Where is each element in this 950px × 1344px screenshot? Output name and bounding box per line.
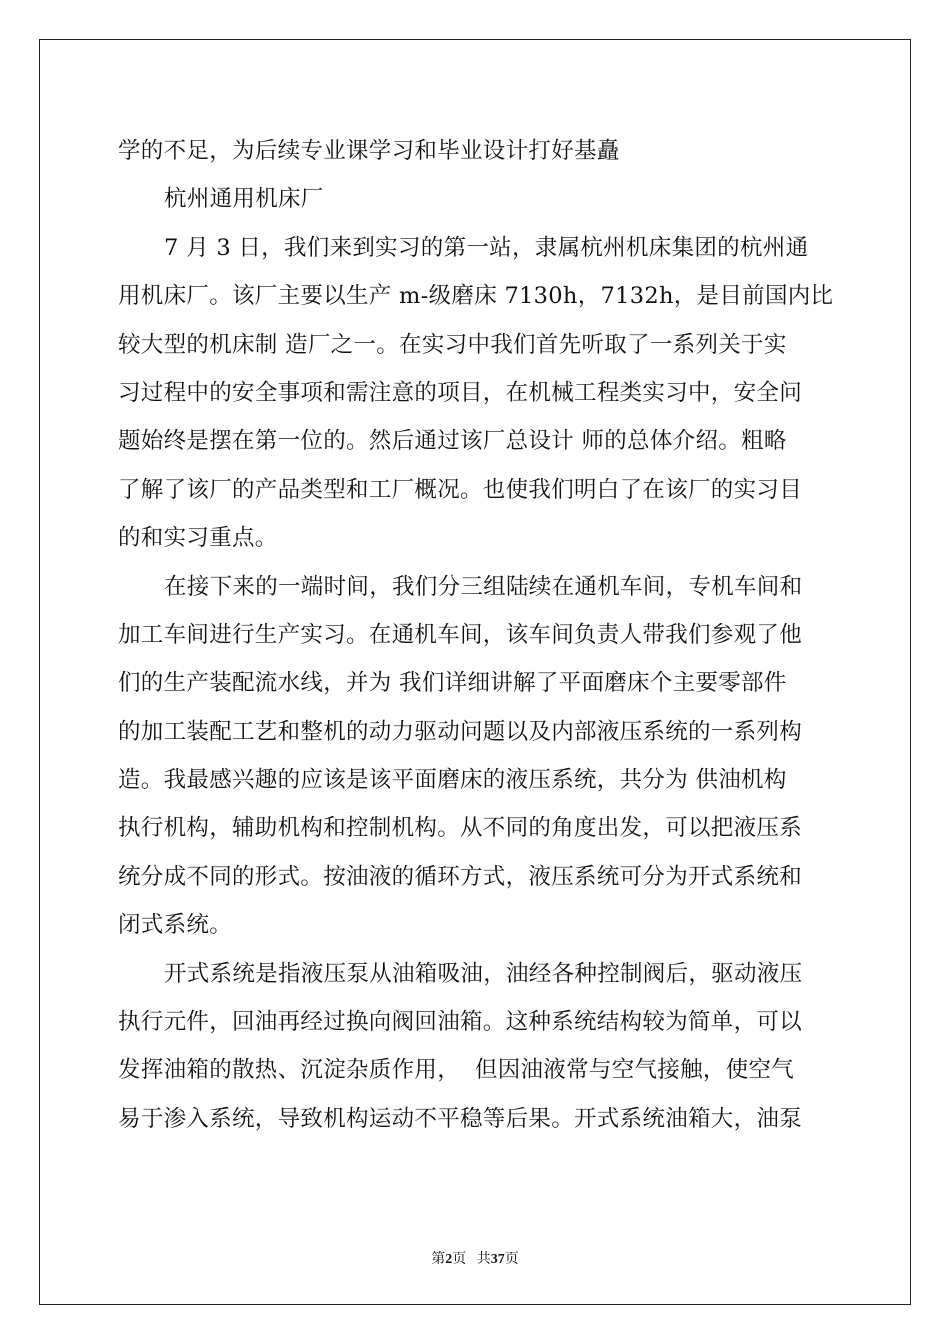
text-line: 题始终是摆在第一位的。然后通过该厂总设计 师的总体介绍。粗略 xyxy=(118,428,787,455)
text-line: 闭式系统。 xyxy=(118,912,233,939)
page-number: 2 xyxy=(445,1252,453,1267)
text-line: 的和实习重点。 xyxy=(118,525,278,552)
text-line: 加工车间进行生产实习。在通机车间，该车间负责人带我们参观了他 xyxy=(118,621,803,648)
text-line: 开式系统是指液压泵从油箱吸油，油经各种控制阀后，驱动液压 xyxy=(164,960,803,987)
text-line: 在接下来的一端时间，我们分三组陆续在通机车间，专机车间和 xyxy=(164,573,803,600)
text-line: 造。我最感兴趣的应该是该平面磨床的液压系统，共分为 供油机构 xyxy=(118,767,787,794)
total-prefix: 共 xyxy=(476,1252,491,1267)
text-line: 用机床厂。该厂主要以生产 m-级磨床 7130h，7132h，是目前国内比 xyxy=(118,283,834,310)
page-prefix: 第 xyxy=(431,1252,446,1267)
total-pages: 37 xyxy=(490,1252,505,1267)
total-suffix: 页 xyxy=(504,1252,519,1267)
text-line: 习过程中的安全事项和需注意的项目，在机械工程类实习中，安全问 xyxy=(118,379,803,406)
text-line: 较大型的机床制 造厂之一。在实习中我们首先听取了一系列关于实 xyxy=(118,331,787,358)
text-line: 执行机构，辅助机构和控制机构。从不同的角度出发，可以把液压系 xyxy=(118,815,803,842)
page-footer xyxy=(0,1248,950,1268)
text-line: 的加工装配工艺和整机的动力驱动问题以及内部液压系统的一系列构 xyxy=(118,718,803,745)
text-line: 易于渗入系统，导致机构运动不平稳等后果。开式系统油箱大，油泵 xyxy=(118,1105,803,1132)
document-body xyxy=(118,127,834,1143)
text-line: 发挥油箱的散热、沉淀杂质作用， 但因油液常与空气接触，使空气 xyxy=(118,1057,795,1084)
text-line: 7 月 3 日，我们来到实习的第一站，隶属杭州机床集团的杭州通 xyxy=(164,234,809,261)
text-line: 们的生产装配流水线，并为 我们详细讲解了平面磨床个主要零部件 xyxy=(118,670,787,697)
text-line: 了解了该厂的产品类型和工厂概况。也使我们明白了在该厂的实习目 xyxy=(118,476,803,503)
section-heading: 杭州通用机床厂 xyxy=(164,186,324,213)
text-line: 执行元件，回油再经过换向阀回油箱。这种系统结构较为简单，可以 xyxy=(118,1009,803,1036)
page-suffix: 页 xyxy=(452,1252,467,1267)
text-line: 统分成不同的形式。按油液的循环方式，液压系统可分为开式系统和 xyxy=(118,863,803,890)
text-line: 学的不足，为后续专业课学习和毕业设计打好基矗 xyxy=(118,138,620,164)
